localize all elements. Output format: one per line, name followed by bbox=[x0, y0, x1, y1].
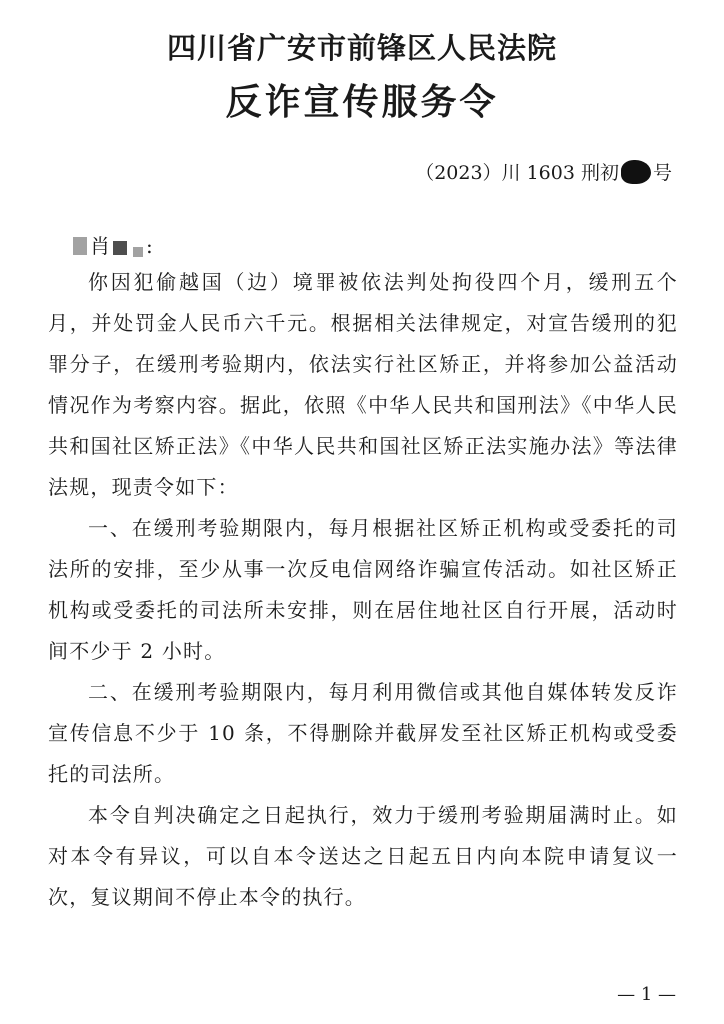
document-number-suffix: 号 bbox=[652, 162, 672, 184]
body-text bbox=[48, 262, 678, 918]
redaction-mark bbox=[621, 160, 651, 184]
paragraph-order-1: 一、在缓刑考验期限内，每月根据社区矫正机构或受委托的司法所的安排，至少从事一次反电信网络诈骗宣传活动。如社区矫正机构或受委托的司法所未安排，则在居住地社区自行开展，活动时间不少于 2 小时。 bbox=[48, 516, 678, 663]
page-number: — 1 — bbox=[617, 984, 676, 1005]
redaction-blur bbox=[133, 247, 143, 257]
paragraph-intro: 你因犯偷越国（边）境罪被依法判处拘役四个月，缓刑五个月，并处罚金人民币六千元。根据相关法律规定，对宣告缓刑的犯罪分子，在缓刑考验期内，依法实行社区矫正，并将参加公益活动情况作为考察内容。据此，依照《中华人民共和国刑法》《中华人民共和国社区矫正法》《中华人民共和国社区矫正法实施办法》等法律法规，现责令如下： bbox=[48, 270, 678, 499]
addressee-surname: 肖 bbox=[90, 234, 110, 258]
paragraph-effect: 本令自判决确定之日起执行，效力于缓刑考验期届满时止。如对本令有异议，可以自本令送达之日起五日内向本院申请复议一次，复议期间不停止本令的执行。 bbox=[48, 803, 678, 909]
court-name: 四川省广安市前锋区人民法院 bbox=[166, 31, 557, 65]
document-title: 反诈宣传服务令 bbox=[225, 81, 499, 123]
redaction-blur bbox=[73, 237, 87, 255]
redaction-blur bbox=[113, 241, 127, 255]
document-number-prefix: （2023）川 1603 刑初 bbox=[415, 162, 619, 184]
document-number bbox=[415, 158, 672, 185]
addressee-colon: : bbox=[146, 234, 153, 258]
paragraph-order-2: 二、在缓刑考验期限内，每月利用微信或其他自媒体转发反诈宣传信息不少于 10 条，不得删除并截屏发至社区矫正机构或受委托的司法所。 bbox=[48, 680, 678, 786]
addressee bbox=[70, 230, 153, 259]
